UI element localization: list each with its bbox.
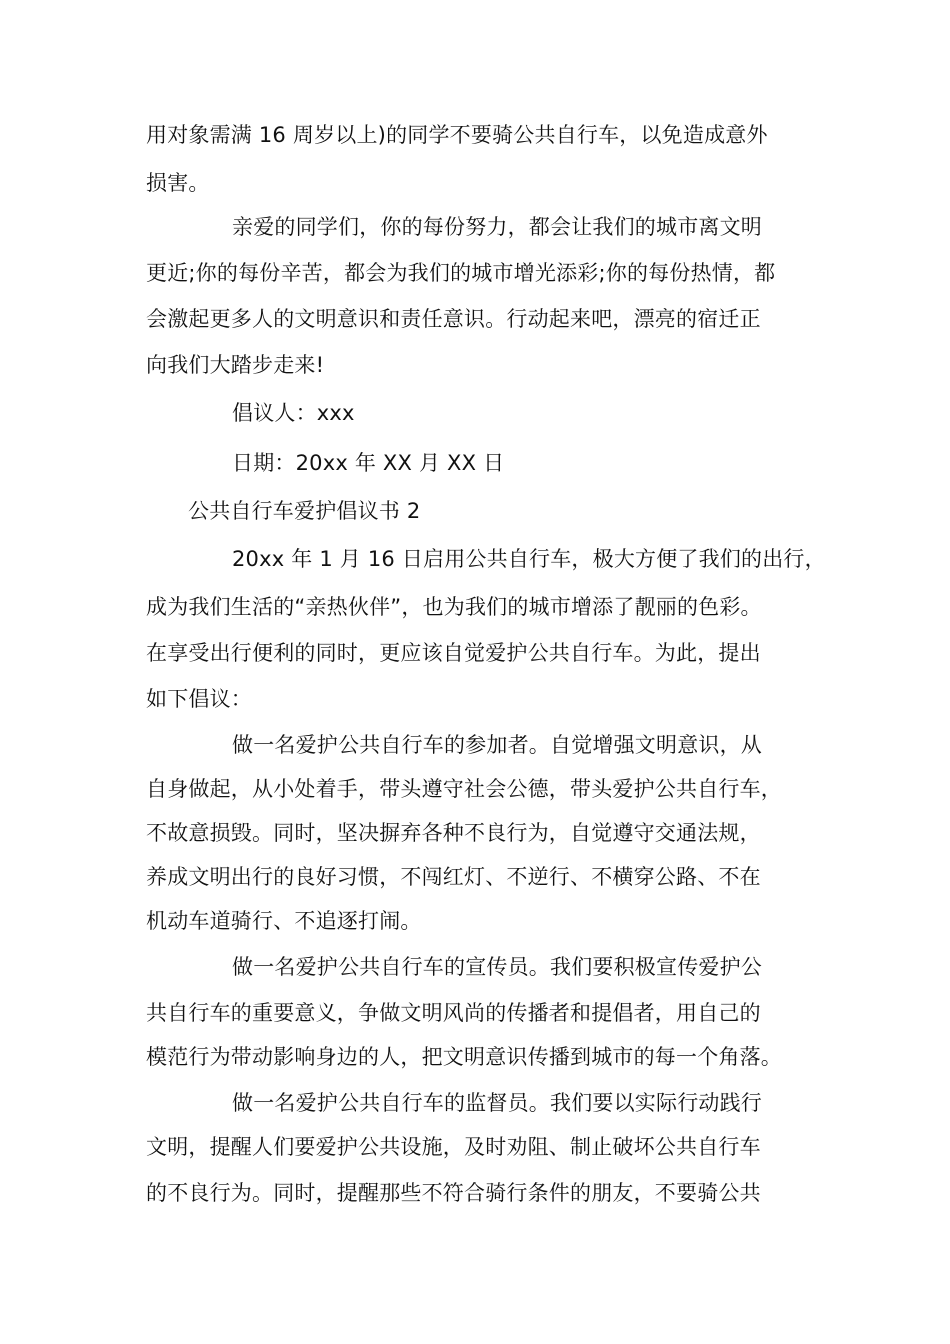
text-line: 机动车道骑行、不追逐打闹。 xyxy=(146,909,422,933)
date-line: 日期：20xx 年 XX 月 XX 日 xyxy=(232,451,505,475)
text-line: 更近;你的每份辛苦，都会为我们的城市增光添彩;你的每份热情，都 xyxy=(146,261,776,285)
text-line: 做一名爱护公共自行车的参加者。自觉增强文明意识，从 xyxy=(232,733,762,757)
text-line: 文明，提醒人们要爱护公共设施，及时劝阻、制止破坏公共自行车 xyxy=(146,1135,761,1159)
text-line: 向我们大踏步走来! xyxy=(146,353,325,377)
text-line: 共自行车的重要意义，争做文明风尚的传播者和提倡者，用自己的 xyxy=(146,1001,761,1025)
text-line: 用对象需满 16 周岁以上)的同学不要骑公共自行车，以免造成意外 xyxy=(146,123,768,147)
text-line: 养成文明出行的良好习惯，不闯红灯、不逆行、不横穿公路、不在 xyxy=(146,865,761,889)
text-line: 模范行为带动影响身边的人，把文明意识传播到城市的每一个角落。 xyxy=(146,1045,782,1069)
signatory: 倡议人：xxx xyxy=(232,401,355,425)
text-line: 在享受出行便利的同时，更应该自觉爱护公共自行车。为此，提出 xyxy=(146,641,761,665)
section-title: 公共自行车爱护倡议书 2 xyxy=(188,499,421,523)
text-line: 损害。 xyxy=(146,171,210,195)
text-line: 自身做起，从小处着手，带头遵守社会公德，带头爱护公共自行车， xyxy=(146,777,782,801)
text-line: 做一名爱护公共自行车的监督员。我们要以实际行动践行 xyxy=(232,1091,762,1115)
text-line: 的不良行为。同时，提醒那些不符合骑行条件的朋友，不要骑公共 xyxy=(146,1181,761,1205)
text-line: 如下倡议： xyxy=(146,687,252,711)
text-line: 成为我们生活的“亲热伙伴”，也为我们的城市增添了靓丽的色彩。 xyxy=(146,595,762,619)
text-line: 亲爱的同学们，你的每份努力，都会让我们的城市离文明 xyxy=(232,215,762,239)
text-line: 会激起更多人的文明意识和责任意识。行动起来吧，漂亮的宿迁正 xyxy=(146,307,761,331)
text-line: 做一名爱护公共自行车的宣传员。我们要积极宣传爱护公 xyxy=(232,955,762,979)
text-line: 20xx 年 1 月 16 日启用公共自行车，极大方便了我们的出行， xyxy=(232,547,826,571)
text-line: 不故意损毁。同时，坚决摒弃各种不良行为，自觉遵守交通法规， xyxy=(146,821,761,845)
